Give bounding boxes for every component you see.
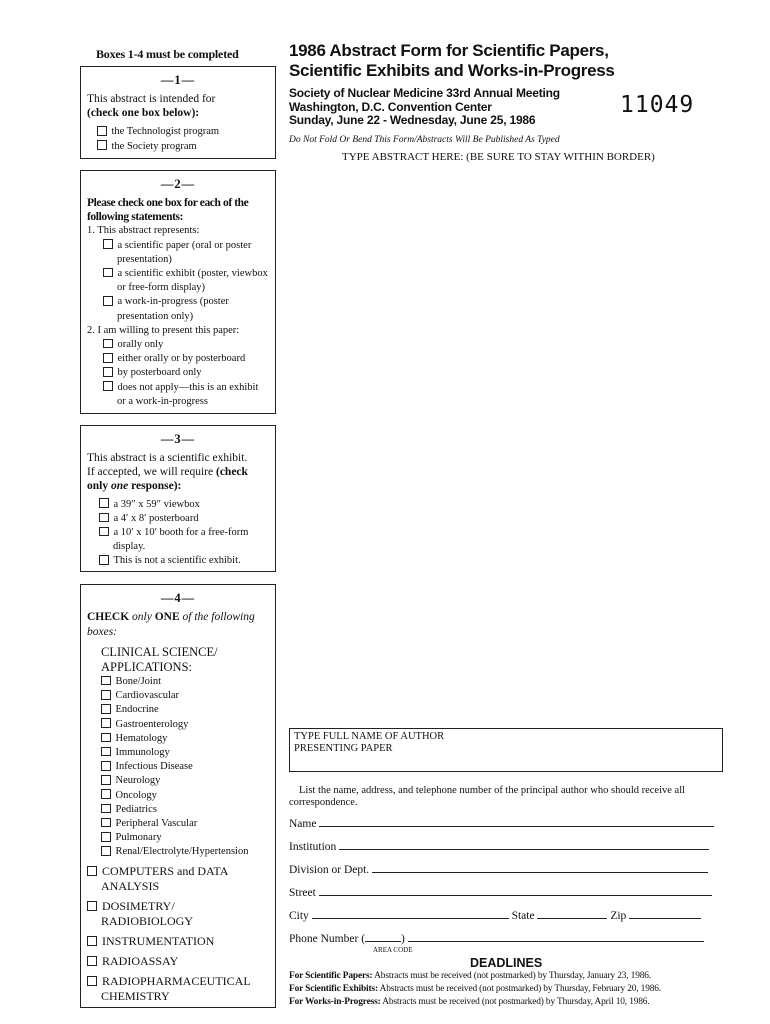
checkbox-icon[interactable] [97, 126, 107, 136]
box-4 [80, 584, 276, 1008]
checkbox-icon[interactable] [103, 381, 113, 391]
deadline-label: For Scientific Exhibits: [289, 984, 378, 994]
category-list [87, 864, 269, 1004]
institution-label: Institution [289, 841, 337, 853]
street-line[interactable] [319, 884, 712, 896]
checkbox-clinical-pediatrics[interactable] [101, 803, 269, 817]
box-2-question-2: 2. I am willing to present this paper: [87, 324, 240, 336]
clinical-item-label: Pediatrics [115, 803, 157, 815]
clinical-item-label: Renal/Electrolyte/Hypertension [115, 846, 249, 858]
author-box-label: TYPE FULL NAME OF AUTHOR PRESENTING PAPER [294, 731, 445, 754]
deadlines-heading: DEADLINES [470, 956, 543, 970]
checkbox-icon[interactable] [99, 555, 109, 565]
area-code-label: AREA CODE [373, 946, 413, 954]
checkbox-posterboard[interactable]: a 4′ x 8′ posterboard [97, 512, 269, 526]
category-label: COMPUTERS and DATA ANALYSIS [101, 863, 228, 893]
checkbox-icon[interactable] [101, 789, 111, 799]
clinical-item-label: Peripheral Vascular [115, 818, 198, 830]
clinical-item-label: Neurology [115, 775, 161, 787]
box-1-text: This abstract is intended for (check one box below): [87, 93, 216, 120]
checkbox-icon[interactable] [103, 239, 113, 249]
phone-line[interactable] [408, 930, 704, 942]
city-line[interactable] [312, 907, 509, 919]
checkbox-icon[interactable] [103, 296, 113, 306]
division-field[interactable] [289, 861, 723, 877]
checkbox-clinical-peripheral-vascular[interactable] [101, 817, 269, 831]
checkbox-icon[interactable] [97, 140, 107, 150]
box-2-number: —2— [160, 177, 196, 191]
street-field[interactable] [289, 884, 723, 900]
checkbox-category-5[interactable] [87, 974, 269, 1004]
checkbox-clinical-cardiovascular[interactable] [101, 689, 269, 703]
checkbox-icon[interactable] [103, 268, 113, 278]
checkbox-icon[interactable] [87, 901, 97, 911]
checkbox-icon[interactable] [101, 747, 111, 757]
form-title: 1986 Abstract Form for Scientific Papers, Scientific Exhibits and Works-in-Progress [289, 41, 615, 80]
checkbox-scientific-exhibit[interactable]: a scientific exhibit (poster, viewbox or free-form display) [101, 267, 269, 295]
clinical-item-label: Hematology [115, 732, 168, 744]
deadline-text: Abstracts must be received (not postmarked) by Thursday, February 20, 1986. [379, 984, 662, 994]
deadline-list [289, 970, 729, 1009]
clinical-item-label: Oncology [115, 789, 157, 801]
deadline-row [289, 970, 729, 983]
checkbox-icon[interactable] [101, 676, 111, 686]
box-1 [80, 66, 276, 159]
checkbox-icon[interactable] [99, 498, 109, 508]
deadline-row [289, 983, 729, 996]
zip-label: Zip [610, 910, 627, 922]
box-1-number: —1— [160, 73, 196, 87]
checkbox-clinical-renal-electrolyte-hypertension[interactable] [101, 845, 269, 859]
checkbox-category-2[interactable] [87, 899, 269, 929]
abstract-area[interactable] [289, 168, 723, 723]
state-line[interactable] [537, 907, 607, 919]
box-4-instruction: CHECK only ONE of the following boxes: [87, 611, 255, 638]
checkbox-category-4[interactable] [87, 954, 269, 969]
state-label: State [511, 910, 535, 922]
checkbox-icon[interactable] [101, 846, 111, 856]
checkbox-icon[interactable] [99, 513, 109, 523]
checkbox-clinical-bone-joint[interactable] [101, 675, 269, 689]
clinical-item-label: Immunology [115, 747, 170, 759]
checkbox-booth[interactable]: a 10′ x 10′ booth for a free-form display. [97, 526, 269, 554]
name-line[interactable] [319, 815, 714, 827]
checkbox-icon[interactable] [101, 733, 111, 743]
clinical-list [101, 675, 269, 860]
checkbox-clinical-hematology[interactable] [101, 732, 269, 746]
name-label: Name [289, 818, 317, 830]
checkbox-icon[interactable] [101, 804, 111, 814]
checkbox-icon[interactable] [101, 690, 111, 700]
category-label: RADIOPHARMACEUTICAL CHEMISTRY [101, 973, 251, 1003]
deadline-label: For Works-in-Progress: [289, 997, 381, 1007]
correspondence-instructions: List the name, address, and telephone number of the principal author who should receive all correspondence. [289, 785, 686, 808]
author-name-box[interactable] [289, 728, 723, 772]
checkbox-category-3[interactable] [87, 934, 269, 949]
checkbox-orally-only[interactable]: orally only [101, 338, 269, 352]
clinical-item-label: Gastroenterology [115, 718, 189, 730]
box-2-question-1: 1. This abstract represents: [87, 225, 200, 237]
division-label: Division or Dept. [289, 864, 370, 876]
phone-field[interactable]: Phone Number ( ) [289, 930, 729, 946]
box-2 [80, 170, 276, 414]
checkbox-clinical-pulmonary[interactable] [101, 831, 269, 845]
meeting-info: Society of Nuclear Medicine 33rd Annual Meeting Washington, D.C. Convention Center Sunday, June 22 - Wednesday, June 25, 1986 [289, 86, 560, 127]
fold-notice: Do Not Fold Or Bend This Form/Abstracts Will Be Published As Typed [289, 135, 560, 145]
box-3-text: This abstract is a scientific exhibit. If accepted, we will require (check only one response): [87, 452, 248, 493]
checkbox-icon[interactable] [99, 527, 109, 537]
checkbox-icon[interactable] [87, 956, 97, 966]
boxes-required-header: Boxes 1-4 must be completed [96, 47, 239, 61]
category-label: RADIOASSAY [102, 953, 179, 968]
category-label: DOSIMETRY/ RADIOBIOLOGY [101, 898, 193, 928]
box-2-heading: Please check one box for each of the following statements: [87, 197, 249, 224]
name-field[interactable] [289, 815, 723, 831]
checkbox-icon[interactable] [87, 936, 97, 946]
checkbox-orally-or-posterboard[interactable]: either orally or by posterboard [101, 352, 269, 366]
checkbox-icon[interactable] [101, 704, 111, 714]
checkbox-icon[interactable] [101, 775, 111, 785]
clinical-item-label: Endocrine [115, 704, 159, 716]
street-label: Street [289, 887, 316, 899]
checkbox-posterboard-only[interactable]: by posterboard only [101, 366, 269, 380]
box-4-number: —4— [160, 591, 196, 605]
clinical-item-label: Infectious Disease [115, 761, 193, 773]
institution-line[interactable] [339, 838, 709, 850]
checkbox-icon[interactable] [87, 976, 97, 986]
zip-line[interactable] [629, 907, 701, 919]
form-number: 11049 [620, 92, 695, 118]
checkbox-not-exhibit[interactable]: This is not a scientific exhibit. [97, 554, 269, 568]
clinical-item-label: Bone/Joint [115, 676, 162, 687]
institution-field[interactable] [289, 838, 723, 854]
division-line[interactable] [372, 861, 708, 873]
box-3 [80, 425, 276, 572]
checkbox-does-not-apply[interactable]: does not apply—this is an exhibit or a work-in-progress [101, 381, 269, 409]
checkbox-clinical-endocrine[interactable] [101, 703, 269, 717]
checkbox-icon[interactable] [87, 866, 97, 876]
checkbox-clinical-immunology[interactable] [101, 746, 269, 760]
checkbox-society[interactable]: the Society program [97, 140, 269, 154]
box-3-number: —3— [160, 432, 196, 446]
checkbox-icon[interactable] [101, 832, 111, 842]
checkbox-work-in-progress[interactable]: a work-in-progress (poster presentation only) [101, 295, 269, 323]
checkbox-clinical-infectious-disease[interactable] [101, 760, 269, 774]
checkbox-icon[interactable] [101, 818, 111, 828]
clinical-item-label: Pulmonary [115, 832, 162, 844]
deadline-label: For Scientific Papers: [289, 971, 373, 981]
checkbox-icon[interactable] [101, 761, 111, 771]
deadline-text: Abstracts must be received (not postmarked) by Thursday, April 10, 1986. [382, 997, 650, 1007]
checkbox-clinical-neurology[interactable] [101, 774, 269, 788]
city-label: City [289, 910, 309, 922]
clinical-item-label: Cardiovascular [115, 690, 180, 702]
deadline-text: Abstracts must be received (not postmarked) by Thursday, January 23, 1986. [374, 971, 652, 981]
checkbox-icon[interactable] [103, 367, 113, 377]
type-abstract-instruction: TYPE ABSTRACT HERE: (BE SURE TO STAY WITHIN BORDER) [342, 151, 655, 163]
checkbox-viewbox[interactable]: a 39″ x 59″ viewbox [97, 498, 269, 512]
checkbox-icon[interactable] [103, 353, 113, 363]
category-label: INSTRUMENTATION [102, 933, 215, 948]
deadline-row [289, 996, 729, 1009]
checkbox-icon[interactable] [101, 718, 111, 728]
checkbox-icon[interactable] [103, 339, 113, 349]
area-code-line[interactable] [365, 930, 401, 942]
city-state-zip-field[interactable] [289, 907, 729, 923]
checkbox-clinical-gastroenterology[interactable] [101, 718, 269, 732]
checkbox-scientific-paper[interactable]: a scientific paper (oral or poster presentation) [101, 239, 269, 267]
checkbox-clinical-oncology[interactable] [101, 789, 269, 803]
checkbox-category-1[interactable] [87, 864, 269, 894]
clinical-science-heading: CLINICAL SCIENCE/ APPLICATIONS: [101, 645, 218, 674]
phone-label: Phone Number [289, 933, 359, 945]
checkbox-technologist[interactable]: the Technologist program [97, 125, 269, 139]
